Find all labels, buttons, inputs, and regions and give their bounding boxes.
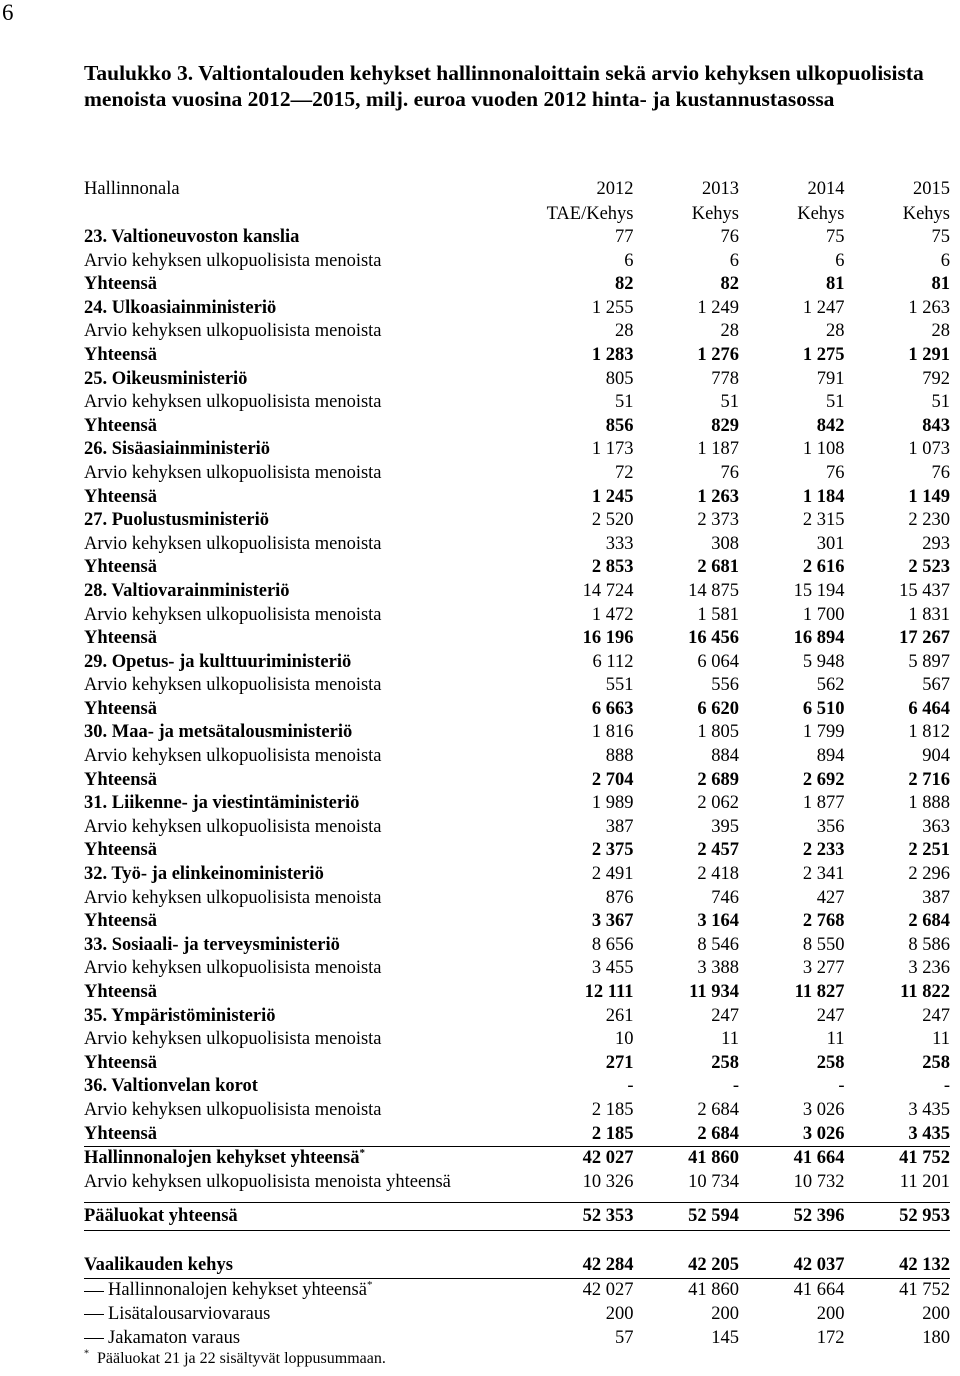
total-label: Yhteensä: [84, 911, 157, 932]
summary-row-paaluokat: [84, 1202, 950, 1231]
total-label: Yhteensä: [84, 274, 157, 295]
cell-value: 12 111: [584, 982, 634, 1002]
cell-value: 6 464: [908, 698, 950, 719]
table-row: [84, 250, 950, 274]
estimate-label: Arvio kehyksen ulkopuolisista menoista: [84, 392, 382, 413]
summary-value: 52 953: [899, 1206, 950, 1227]
component-label: Hallinnonalojen kehykset yhteensä: [108, 1280, 367, 1301]
cell-value: 1 263: [908, 297, 950, 318]
branch-label: 24. Ulkoasiainministeriö: [84, 297, 277, 318]
footnote-text: Pääluokat 21 ja 22 sisältyvät loppusummaan.: [97, 1350, 386, 1367]
cell-value: -: [838, 1076, 845, 1097]
cell-value: 842: [816, 415, 845, 436]
cell-value: 1 812: [908, 722, 950, 743]
branch-label: 30. Maa- ja metsätalousministeriö: [84, 722, 353, 743]
table-row: [84, 415, 950, 439]
table-row: [84, 934, 950, 958]
dash-mark: [84, 1291, 104, 1292]
cell-value: 2 681: [697, 557, 739, 578]
cell-value: 1 877: [802, 793, 845, 814]
cell-value: 75: [826, 227, 845, 247]
cell-value: 2 233: [802, 840, 845, 861]
header-sub: TAE/Kehys: [546, 203, 634, 224]
cell-value: -: [627, 1076, 634, 1097]
branch-label: 29. Opetus- ja kulttuuriministeriö: [84, 651, 352, 672]
cell-value: 200: [922, 1303, 950, 1324]
cell-value: 5 897: [908, 651, 950, 672]
header-year: 2015: [913, 179, 950, 199]
cell-value: 1 888: [908, 793, 950, 814]
cell-value: 77: [615, 227, 634, 247]
cell-value: 8 586: [908, 934, 950, 955]
cell-value: 81: [931, 274, 950, 295]
table-title: Taulukko 3. Valtiontalouden kehykset hallinnonaloittain sekä arvio kehyksen ulkopuolisista menoista vuosina 2012—2015, milj. euroa vuoden 2012 hinta- ja kustannustasossa: [84, 61, 924, 111]
summary-value: 41 860: [688, 1148, 739, 1169]
table-row: [84, 792, 950, 816]
footnote-mark: *: [84, 1348, 89, 1360]
cell-value: 1 816: [591, 722, 634, 743]
cell-value: 2 689: [697, 769, 739, 790]
cell-value: 10: [615, 1029, 634, 1050]
budget-table: [84, 177, 950, 1350]
cell-value: -: [943, 1076, 950, 1097]
cell-value: 247: [922, 1005, 950, 1026]
cell-value: 2 062: [697, 793, 739, 814]
summary-value: 11 201: [899, 1171, 950, 1192]
total-label: Yhteensä: [84, 1052, 157, 1073]
table-row: [84, 391, 950, 415]
cell-value: 2 375: [591, 840, 634, 861]
cell-value: 16 196: [582, 628, 634, 649]
cell-value: 11 827: [794, 982, 845, 1002]
summary-value: 41 752: [899, 1148, 950, 1169]
cell-value: 551: [605, 675, 634, 696]
cell-value: 1 184: [802, 486, 845, 507]
summary-value: 10 734: [688, 1171, 739, 1192]
cell-value: 2 251: [908, 840, 950, 861]
cell-value: 247: [711, 1005, 739, 1026]
estimate-label: Arvio kehyksen ulkopuolisista menoista: [84, 462, 382, 483]
total-label: Yhteensä: [84, 557, 157, 578]
cell-value: 75: [931, 227, 950, 247]
estimate-label: Arvio kehyksen ulkopuolisista menoista: [84, 958, 382, 979]
cell-value: 1 581: [697, 604, 739, 625]
dash-mark: [84, 1338, 104, 1339]
summary-row-hallinnonalat: [84, 1146, 950, 1171]
cell-value: 2 491: [591, 864, 634, 885]
cell-value: 2 684: [697, 1123, 739, 1144]
cell-value: 778: [711, 368, 739, 389]
total-label: Yhteensä: [84, 1123, 157, 1144]
cell-value: 200: [605, 1303, 634, 1324]
summary-value: 41 664: [793, 1148, 845, 1169]
estimate-label: Arvio kehyksen ulkopuolisista menoista: [84, 887, 382, 908]
header-sub: Kehys: [902, 203, 950, 224]
cell-value: 180: [922, 1327, 950, 1348]
summary-label: Arvio kehyksen ulkopuolisista menoista yhteensä: [84, 1171, 451, 1192]
branch-label: 36. Valtionvelan korot: [84, 1076, 258, 1097]
cell-value: 1 108: [802, 439, 845, 460]
cell-value: 2 523: [908, 557, 950, 578]
cell-value: 894: [816, 746, 845, 767]
component-label: Lisätalousarviovaraus: [108, 1303, 271, 1324]
cell-value: 17 267: [899, 628, 950, 649]
table-row: [84, 438, 950, 462]
cell-value: 1 799: [802, 722, 845, 743]
cell-value: 82: [615, 274, 634, 295]
cell-value: 1 275: [802, 344, 845, 365]
summary-value: 42 027: [582, 1148, 634, 1169]
cell-value: 2 853: [591, 557, 634, 578]
cell-value: 3 164: [697, 911, 739, 932]
cell-value: 2 185: [591, 1099, 634, 1120]
cell-value: 76: [720, 227, 739, 247]
cell-value: 2 520: [591, 510, 634, 531]
cell-value: 28: [931, 321, 950, 342]
cell-value: 200: [711, 1303, 739, 1324]
table-row: [84, 1005, 950, 1029]
cell-value: 1 276: [697, 344, 739, 365]
header-year: 2012: [596, 179, 634, 199]
cell-value: 145: [711, 1327, 739, 1348]
summary-row-vaalikauden: [84, 1253, 950, 1279]
cell-value: 1 149: [908, 486, 950, 507]
cell-value: 28: [826, 321, 845, 342]
cell-value: 333: [605, 533, 634, 554]
cell-value: 247: [816, 1005, 845, 1026]
table-row: [84, 368, 950, 392]
estimate-label: Arvio kehyksen ulkopuolisista menoista: [84, 746, 382, 767]
cell-value: 856: [605, 415, 634, 436]
table-row: [84, 887, 950, 911]
cell-value: 2 315: [802, 510, 845, 531]
cell-value: 258: [922, 1052, 950, 1073]
cell-value: 3 367: [591, 911, 634, 932]
cell-value: 14 724: [582, 580, 634, 601]
cell-value: 1 247: [802, 297, 845, 318]
footnote-mark: *: [359, 1147, 365, 1159]
footnote-mark: *: [366, 1279, 373, 1292]
cell-value: 1 805: [697, 722, 739, 743]
table-row: [84, 226, 950, 250]
estimate-label: Arvio kehyksen ulkopuolisista menoista: [84, 533, 382, 554]
table-row: [84, 297, 950, 321]
table-row: [84, 580, 950, 604]
cell-value: 28: [615, 321, 634, 342]
component-row: [84, 1279, 950, 1303]
cell-value: 1 472: [591, 604, 634, 625]
cell-value: 2 341: [802, 864, 845, 885]
cell-value: 2 716: [908, 769, 950, 790]
cell-value: 876: [605, 887, 634, 908]
header-row-subs: [84, 202, 950, 227]
cell-value: 363: [922, 816, 950, 837]
table-row: [84, 816, 950, 840]
cell-value: 888: [605, 746, 634, 767]
cell-value: 805: [605, 368, 634, 389]
cell-value: 387: [605, 816, 634, 837]
cell-value: 2 768: [802, 911, 845, 932]
cell-value: 3 388: [697, 958, 739, 979]
total-label: Yhteensä: [84, 486, 157, 507]
header-label: Hallinnonala: [84, 179, 180, 199]
header-row-years: [84, 177, 950, 202]
summary-value: 52 594: [688, 1206, 739, 1227]
cell-value: 3 435: [908, 1099, 950, 1120]
cell-value: 3 435: [908, 1123, 950, 1144]
cell-value: 843: [922, 415, 950, 436]
cell-value: 308: [711, 533, 739, 554]
table-row: [84, 1075, 950, 1099]
cell-value: 1 283: [591, 344, 634, 365]
cell-value: 1 291: [908, 344, 950, 365]
cell-value: 427: [816, 887, 845, 908]
page-number: 6: [2, 0, 14, 25]
cell-value: 8 656: [591, 934, 634, 955]
cell-value: 271: [605, 1052, 634, 1073]
table-row: [84, 721, 950, 745]
estimate-label: Arvio kehyksen ulkopuolisista menoista: [84, 250, 382, 271]
table-row: [84, 910, 950, 934]
cell-value: 258: [816, 1052, 845, 1073]
cell-value: 72: [615, 462, 634, 483]
cell-value: 1 263: [697, 486, 739, 507]
total-label: Yhteensä: [84, 628, 157, 649]
summary-value: 52 353: [582, 1206, 634, 1227]
cell-value: 16 894: [793, 628, 845, 649]
table-row: [84, 839, 950, 863]
cell-value: 41 752: [899, 1280, 950, 1301]
branch-label: 25. Oikeusministeriö: [84, 368, 248, 389]
table-row: [84, 769, 950, 793]
cell-value: 3 277: [802, 958, 845, 979]
table-row: [84, 1052, 950, 1076]
branch-label: 27. Puolustusministeriö: [84, 510, 270, 531]
cell-value: 172: [816, 1327, 845, 1348]
cell-value: 792: [922, 368, 950, 389]
cell-value: 746: [711, 887, 739, 908]
summary-value: 10 326: [582, 1171, 634, 1192]
table-row: [84, 344, 950, 368]
cell-value: 51: [615, 392, 634, 413]
cell-value: 3 455: [591, 958, 634, 979]
cell-value: 16 456: [688, 628, 739, 649]
total-label: Yhteensä: [84, 982, 157, 1002]
total-label: Yhteensä: [84, 840, 157, 861]
header-year: 2013: [702, 179, 739, 199]
table-row: [84, 486, 950, 510]
cell-value: 1 187: [697, 439, 739, 460]
cell-value: 76: [720, 462, 739, 483]
cell-value: 1 173: [591, 439, 634, 460]
cell-value: 2 616: [802, 557, 845, 578]
cell-value: 51: [826, 392, 845, 413]
branch-label: 26. Sisäasiainministeriö: [84, 439, 271, 460]
table-row: [84, 533, 950, 557]
footnote: [84, 1350, 386, 1368]
cell-value: 76: [826, 462, 845, 483]
summary-label: Vaalikauden kehys: [84, 1255, 233, 1276]
cell-value: 1 255: [591, 297, 634, 318]
cell-value: 884: [711, 746, 739, 767]
cell-value: 2 185: [591, 1123, 634, 1144]
cell-value: 1 700: [802, 604, 845, 625]
component-row: [84, 1303, 950, 1327]
table-row: [84, 745, 950, 769]
cell-value: 562: [816, 675, 845, 696]
summary-value: 42 037: [793, 1255, 845, 1276]
cell-value: 2 692: [802, 769, 845, 790]
table-row: [84, 509, 950, 533]
cell-value: 6: [624, 250, 634, 271]
cell-value: 261: [605, 1005, 634, 1026]
cell-value: 11 822: [900, 982, 950, 1002]
table-row: [84, 627, 950, 651]
branch-label: 28. Valtiovarainministeriö: [84, 580, 290, 601]
summary-row-arvio: [84, 1171, 950, 1195]
summary-value: 10 732: [793, 1171, 845, 1192]
table-row: [84, 556, 950, 580]
component-row: [84, 1327, 950, 1351]
estimate-label: Arvio kehyksen ulkopuolisista menoista: [84, 1029, 382, 1050]
total-label: Yhteensä: [84, 769, 157, 790]
summary-value: 42 284: [582, 1255, 634, 1276]
cell-value: 2 230: [908, 510, 950, 531]
total-label: Yhteensä: [84, 698, 157, 719]
estimate-label: Arvio kehyksen ulkopuolisista menoista: [84, 675, 382, 696]
total-label: Yhteensä: [84, 415, 157, 436]
table-row: [84, 957, 950, 981]
table-row: [84, 462, 950, 486]
cell-value: 8 550: [802, 934, 845, 955]
cell-value: 829: [711, 415, 739, 436]
cell-value: 6: [940, 250, 950, 271]
cell-value: 6: [729, 250, 739, 271]
total-label: Yhteensä: [84, 344, 157, 365]
table-row: [84, 698, 950, 722]
component-label: Jakamaton varaus: [108, 1327, 241, 1348]
cell-value: 11 934: [689, 982, 739, 1002]
cell-value: 41 664: [793, 1280, 845, 1301]
cell-value: -: [732, 1076, 739, 1097]
table-row: [84, 273, 950, 297]
cell-value: 28: [720, 321, 739, 342]
cell-value: 2 418: [697, 864, 739, 885]
cell-value: 2 457: [697, 840, 739, 861]
cell-value: 6: [835, 250, 845, 271]
branch-label: 32. Työ- ja elinkeinoministeriö: [84, 864, 324, 885]
cell-value: 791: [816, 368, 845, 389]
cell-value: 1 831: [908, 604, 950, 625]
cell-value: 81: [826, 274, 845, 295]
cell-value: 3 236: [908, 958, 950, 979]
cell-value: 6 510: [802, 698, 845, 719]
cell-value: 82: [720, 274, 739, 295]
branch-label: 23. Valtioneuvoston kanslia: [84, 227, 300, 247]
cell-value: 6 112: [592, 651, 634, 672]
cell-value: 3 026: [802, 1099, 845, 1120]
table-row: [84, 1099, 950, 1123]
cell-value: 57: [615, 1327, 634, 1348]
branch-label: 31. Liikenne- ja viestintäministeriö: [84, 793, 360, 814]
cell-value: 6 620: [697, 698, 739, 719]
estimate-label: Arvio kehyksen ulkopuolisista menoista: [84, 1099, 382, 1120]
cell-value: 301: [816, 533, 845, 554]
table-row: [84, 674, 950, 698]
summary-value: 42 132: [899, 1255, 950, 1276]
cell-value: 5 948: [802, 651, 845, 672]
cell-value: 15 194: [793, 580, 845, 601]
cell-value: 11: [721, 1029, 739, 1050]
cell-value: 2 684: [908, 911, 950, 932]
cell-value: 904: [922, 746, 950, 767]
cell-value: 11: [826, 1029, 845, 1050]
cell-value: 200: [816, 1303, 845, 1324]
cell-value: 51: [931, 392, 950, 413]
cell-value: 258: [711, 1052, 739, 1073]
cell-value: 1 249: [697, 297, 739, 318]
branch-label: 33. Sosiaali- ja terveysministeriö: [84, 934, 340, 955]
cell-value: 8 546: [697, 934, 739, 955]
cell-value: 42 027: [582, 1280, 634, 1301]
cell-value: 293: [922, 533, 950, 554]
table-row: [84, 604, 950, 628]
cell-value: 6 663: [591, 698, 634, 719]
estimate-label: Arvio kehyksen ulkopuolisista menoista: [84, 816, 382, 837]
dash-mark: [84, 1314, 104, 1315]
header-year: 2014: [807, 179, 845, 199]
header-sub: Kehys: [797, 203, 845, 224]
summary-value: 52 396: [793, 1206, 845, 1227]
table-row: [84, 863, 950, 887]
cell-value: 556: [711, 675, 739, 696]
summary-value: 42 205: [688, 1255, 739, 1276]
summary-label: Hallinnonalojen kehykset yhteensä: [84, 1148, 360, 1169]
cell-value: 1 989: [591, 793, 634, 814]
cell-value: 14 875: [688, 580, 739, 601]
cell-value: 2 704: [591, 769, 634, 790]
table-row: [84, 1028, 950, 1052]
header-sub: Kehys: [691, 203, 739, 224]
cell-value: 51: [720, 392, 739, 413]
table-row: [84, 981, 950, 1005]
cell-value: 567: [922, 675, 950, 696]
cell-value: 387: [922, 887, 950, 908]
cell-value: 3 026: [802, 1123, 845, 1144]
cell-value: 2 373: [697, 510, 739, 531]
cell-value: 356: [816, 816, 845, 837]
cell-value: 11: [932, 1029, 950, 1050]
cell-value: 2 296: [908, 864, 950, 885]
table-row: [84, 1123, 950, 1147]
cell-value: 2 684: [697, 1099, 739, 1120]
cell-value: 1 073: [908, 439, 950, 460]
table-row: [84, 320, 950, 344]
summary-label: Pääluokat yhteensä: [84, 1206, 238, 1227]
cell-value: 76: [931, 462, 950, 483]
estimate-label: Arvio kehyksen ulkopuolisista menoista: [84, 604, 382, 625]
branch-label: 35. Ympäristöministeriö: [84, 1005, 276, 1026]
cell-value: 1 245: [591, 486, 634, 507]
cell-value: 395: [711, 816, 739, 837]
cell-value: 41 860: [688, 1280, 739, 1301]
cell-value: 15 437: [899, 580, 950, 601]
cell-value: 6 064: [697, 651, 739, 672]
estimate-label: Arvio kehyksen ulkopuolisista menoista: [84, 321, 382, 342]
table-row: [84, 651, 950, 675]
